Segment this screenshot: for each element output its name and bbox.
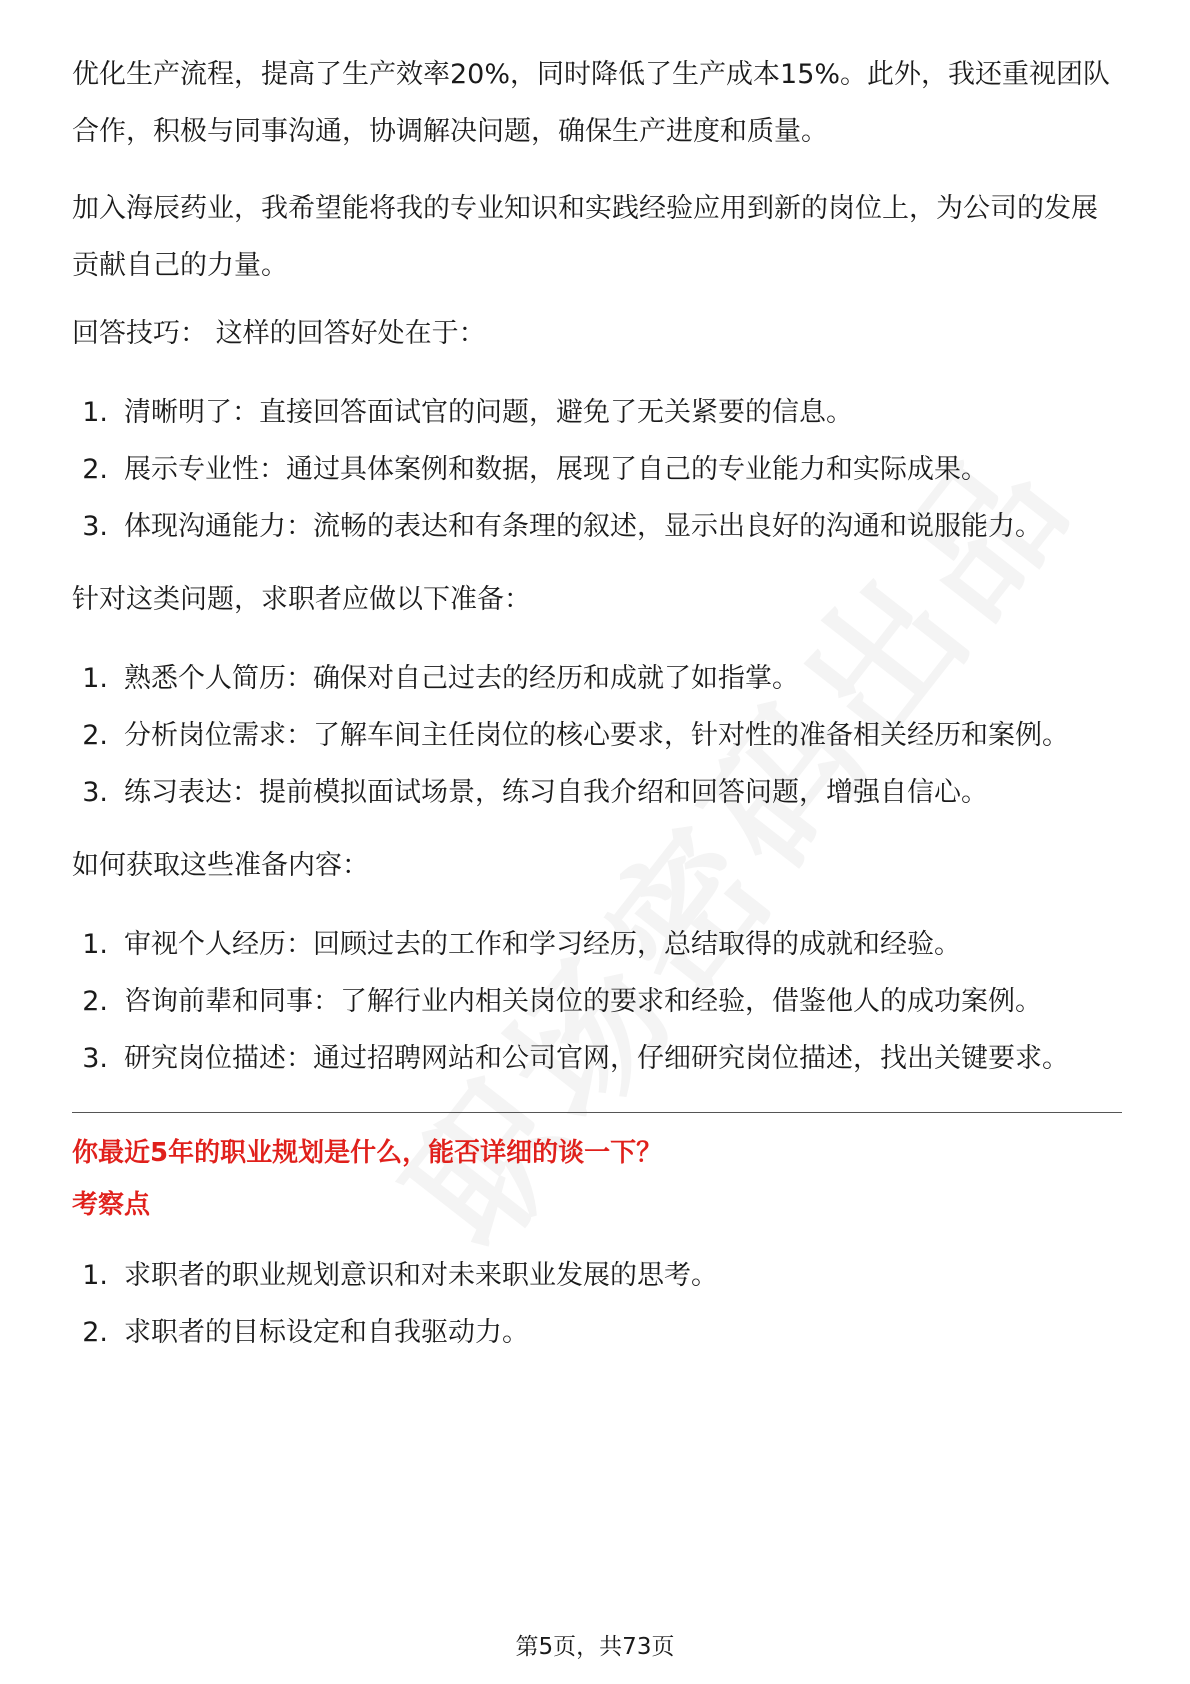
list-number: 1. <box>82 397 108 428</box>
prep-heading: 针对这类问题，求职者应做以下准备： <box>72 584 531 615</box>
list-number: 2. <box>82 720 108 751</box>
section-divider <box>72 1112 1122 1113</box>
list-text: 体现沟通能力：流畅的表达和有条理的叙述，显示出良好的沟通和说服能力。 <box>124 511 1042 542</box>
list-number: 3. <box>82 1043 108 1074</box>
prep-list <box>72 650 1122 821</box>
tips-heading: 回答技巧： 这样的回答好处在于： <box>72 318 486 349</box>
list-item <box>72 707 1122 764</box>
list-number: 1. <box>82 929 108 960</box>
list-item <box>72 916 1122 973</box>
list-item <box>72 650 1122 707</box>
list-item <box>72 1030 1122 1087</box>
list-text: 分析岗位需求：了解车间主任岗位的核心要求，针对性的准备相关经历和案例。 <box>124 720 1069 751</box>
list-text: 熟悉个人简历：确保对自己过去的经历和成就了如指掌。 <box>124 663 799 694</box>
page-footer: 第5页，共73页 <box>515 1634 675 1660</box>
list-text: 展示专业性：通过具体案例和数据，展现了自己的专业能力和实际成果。 <box>124 454 988 485</box>
list-number: 2. <box>82 1317 108 1348</box>
document-body <box>72 46 1122 1386</box>
list-text: 求职者的职业规划意识和对未来职业发展的思考。 <box>124 1260 718 1291</box>
intro-paragraph-1: 优化生产流程，提高了生产效率20%，同时降低了生产成本15%。此外，我还重视团队合作，积极与同事沟通，协调解决问题，确保生产进度和质量。 <box>72 59 1111 147</box>
list-text: 清晰明了：直接回答面试官的问题，避免了无关紧要的信息。 <box>124 397 853 428</box>
list-item <box>72 441 1122 498</box>
list-item <box>72 1247 1122 1304</box>
list-item <box>72 498 1122 555</box>
list-text: 研究岗位描述：通过招聘网站和公司官网，仔细研究岗位描述，找出关键要求。 <box>124 1043 1069 1074</box>
intro-paragraph-2: 加入海辰药业，我希望能将我的专业知识和实践经验应用到新的岗位上，为公司的发展贡献自己的力量。 <box>72 193 1098 281</box>
list-item <box>72 384 1122 441</box>
list-text: 求职者的目标设定和自我驱动力。 <box>124 1317 529 1348</box>
list-item <box>72 764 1122 821</box>
assessment-points-label: 考察点 <box>72 1190 151 1220</box>
obtain-heading: 如何获取这些准备内容： <box>72 850 369 881</box>
assessment-points-list <box>72 1247 1122 1361</box>
list-text: 咨询前辈和同事：了解行业内相关岗位的要求和经验，借鉴他人的成功案例。 <box>124 986 1042 1017</box>
question-title: 你最近5年的职业规划是什么，能否详细的谈一下？ <box>72 1138 663 1168</box>
list-number: 2. <box>82 454 108 485</box>
list-number: 1. <box>82 663 108 694</box>
list-number: 2. <box>82 986 108 1017</box>
list-number: 3. <box>82 777 108 808</box>
list-number: 3. <box>82 511 108 542</box>
list-item <box>72 973 1122 1030</box>
tips-list <box>72 384 1122 555</box>
list-item <box>72 1304 1122 1361</box>
obtain-list <box>72 916 1122 1087</box>
list-text: 审视个人经历：回顾过去的工作和学习经历，总结取得的成就和经验。 <box>124 929 961 960</box>
list-number: 1. <box>82 1260 108 1291</box>
list-text: 练习表达：提前模拟面试场景，练习自我介绍和回答问题，增强自信心。 <box>124 777 988 808</box>
